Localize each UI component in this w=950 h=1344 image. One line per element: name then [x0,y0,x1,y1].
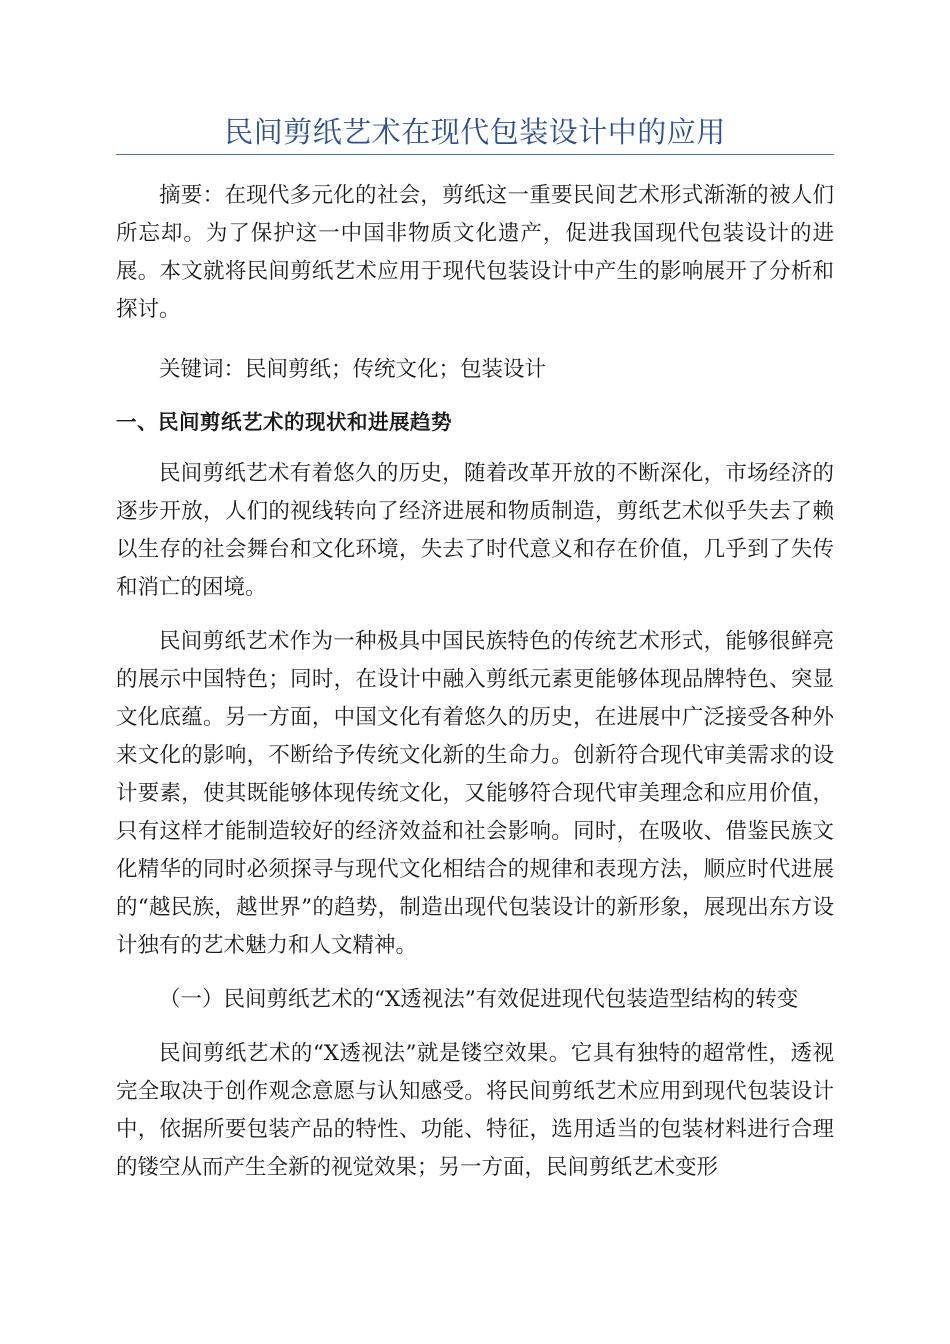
body-paragraph: 民间剪纸艺术作为一种极具中国民族特色的传统艺术形式，能够很鲜亮的展示中国特色；同时，在设计中融入剪纸元素更能够体现品牌特色、突显文化底蕴。另一方面，中国文化有着悠久的历史，在进展中广泛接受各种外来文化的影响，不断给予传统文化新的生命力。创新符合现代审美需求的设计要素，使其既能够体现传统文化，又能够符合现代审美理念和应用价值，只有这样才能制造较好的经济效益和社会影响。同时，在吸收、借鉴民族文化精华的同时必须探寻与现代文化相结合的规律和表现方法，顺应时代进展的“越民族，越世界”的趋势，制造出现代包装设计的新形象，展现出东方设计独有的艺术魅力和人文精神。 [116,629,834,958]
document-page [116,110,834,1187]
body-paragraph: 民间剪纸艺术的“X透视法”就是镂空效果。它具有独特的超常性，透视完全取决于创作观念意愿与认知感受。将民间剪纸艺术应用到现代包装设计中，依据所要包装产品的特性、功能、特征，选用适当的包装材料进行合理的镂空从而产生全新的视觉效果；另一方面，民间剪纸艺术变形 [116,1041,834,1180]
subsection-heading: （一）民间剪纸艺术的“X透视法”有效促进现代包装造型结构的转变 [159,987,799,1012]
body-paragraph: 民间剪纸艺术有着悠久的历史，随着改革开放的不断深化，市场经济的逐步开放，人们的视线转向了经济进展和物质制造，剪纸艺术似乎失去了赖以生存的社会舞台和文化环境，失去了时代意义和存在价值，几乎到了失传和消亡的困境。 [116,461,834,600]
title-underline [116,154,834,155]
keywords-line: 关键词：民间剪纸；传统文化；包装设计 [159,357,547,382]
document-title: 民间剪纸艺术在现代包装设计中的应用 [224,115,726,149]
section-heading: 一、民间剪纸艺术的现状和进展趋势 [116,410,452,434]
abstract-paragraph: 摘要：在现代多元化的社会，剪纸这一重要民间艺术形式渐渐的被人们所忘却。为了保护这一中国非物质文化遗产，促进我国现代包装设计的进展。本文就将民间剪纸艺术应用于现代包装设计中产生的影响展开了分析和探讨。 [116,183,834,322]
